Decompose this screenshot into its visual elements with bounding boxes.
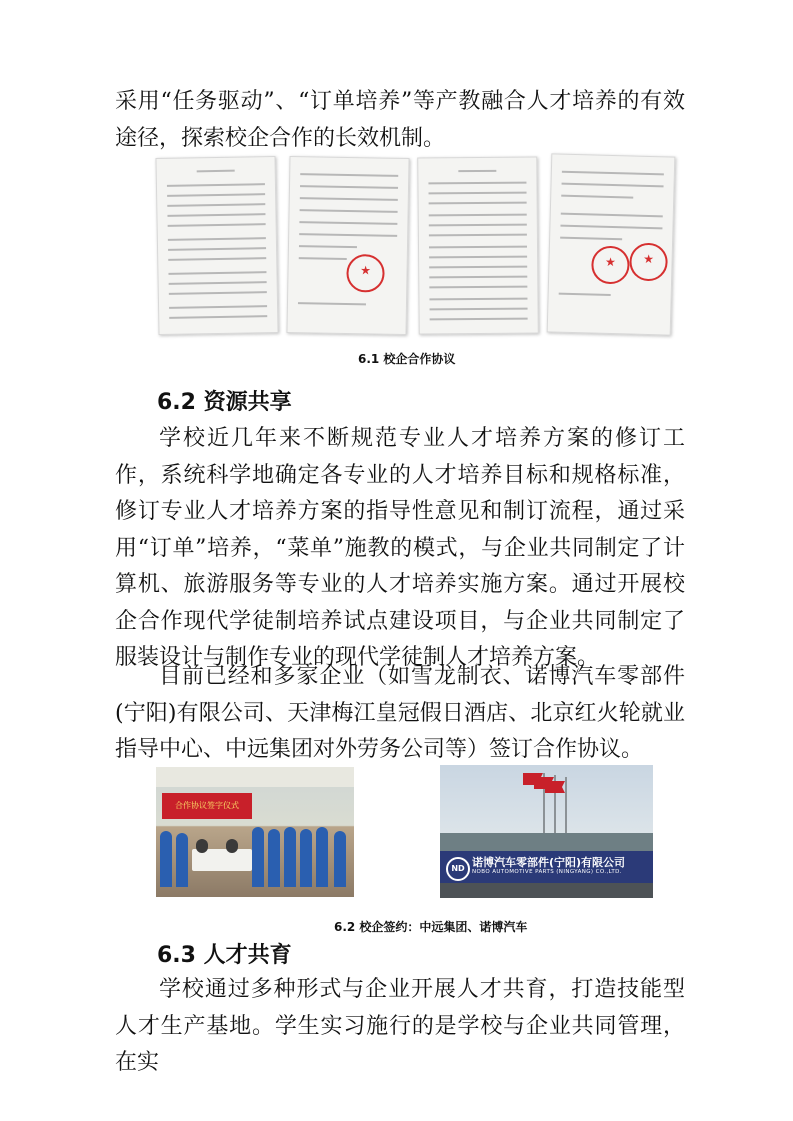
section-heading: 6.2 资源共享	[157, 390, 292, 415]
signing-ceremony-photo	[156, 767, 354, 897]
section-paragraph: 学校近几年来不断规范专业人才培养方案的修订工作，系统科学地确定各专业的人才培养目标和规格标准，修订专业人才培养方案的指导性意见和制订流程，通过采用“订单”培养，“菜单”施教的模式，与企业共同制定了计算机、旅游服务等专业的人才培养实施方案。通过开展校企合作现代学徒制培养试点建设项目，与企业共同制定了服装设计与制作专业的现代学徒制人才培养方案。	[115, 426, 685, 670]
section-heading: 6.3 人才共育	[157, 943, 292, 968]
seal-stamp	[629, 242, 668, 281]
agreement-page-1	[155, 156, 278, 335]
company-sign-photo	[440, 765, 653, 898]
company-logo: ND	[446, 857, 470, 881]
company-sign-en: NOBO AUTOMOTIVE PARTS (NINGYANG) CO.,LTD.	[472, 869, 622, 875]
company-sign	[440, 851, 653, 883]
seal-stamp	[591, 246, 630, 285]
flag	[545, 781, 565, 793]
ceremony-banner: 合作协议签字仪式	[162, 793, 252, 819]
figure-caption: 6.1 校企合作协议	[358, 352, 456, 366]
seal-stamp	[346, 254, 385, 293]
figure-caption: 6.2 校企签约：中远集团、诺博汽车	[334, 920, 528, 934]
section-paragraph: 目前已经和多家企业（如雪龙制衣、诺博汽车零部件(宁阳)有限公司、天津梅江皇冠假日酒店、北京红火轮就业指导中心、中远集团对外劳务公司等）签订合作协议。	[115, 664, 685, 762]
agreement-page-2	[286, 156, 409, 335]
intro-paragraph: 采用“任务驱动”、“订单培养”等产教融合人才培养的有效途径，探索校企合作的长效机制。	[115, 89, 685, 151]
company-sign-cn: 诺博汽车零部件(宁阳)有限公司	[472, 856, 626, 869]
agreement-page-3	[417, 156, 539, 334]
section-paragraph: 学校通过多种形式与企业开展人才共育，打造技能型人才生产基地。学生实习施行的是学校与企业共同管理，在实	[115, 977, 685, 1075]
agreement-page-4	[547, 153, 676, 335]
